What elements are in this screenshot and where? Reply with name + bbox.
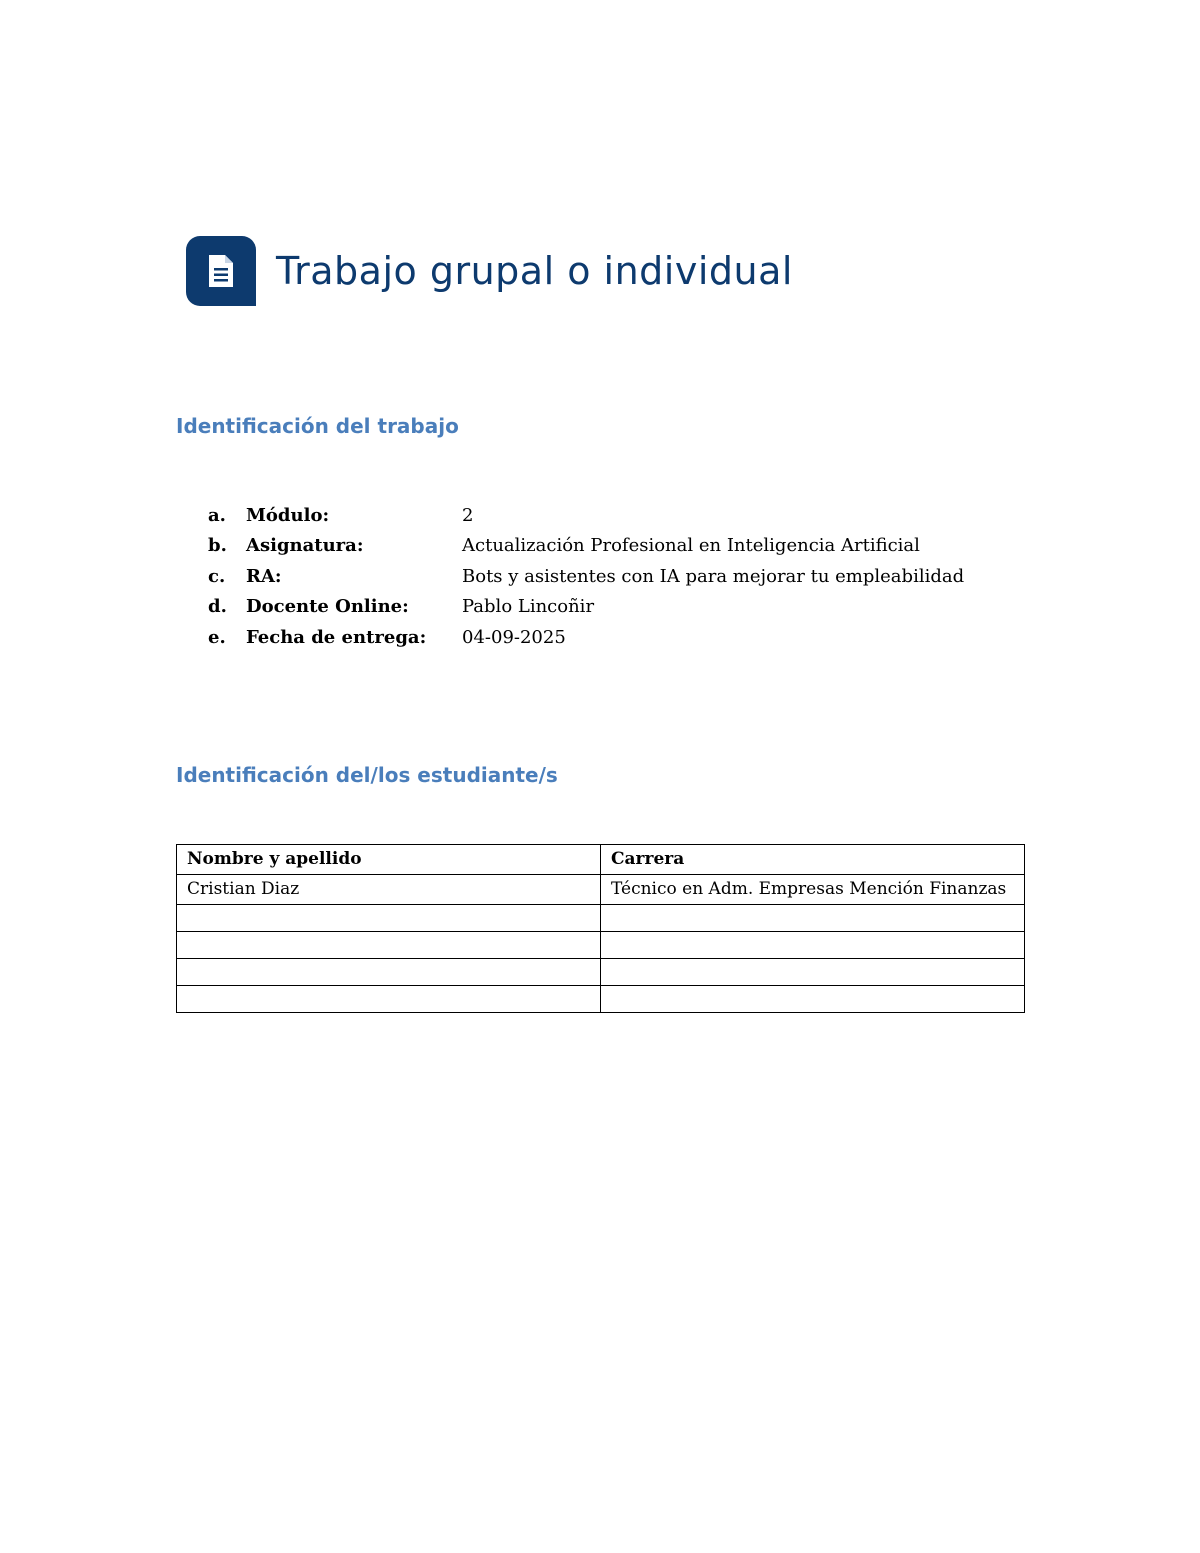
section-heading-trabajo: Identificación del trabajo (176, 414, 459, 438)
list-marker: c. (208, 565, 226, 587)
list-marker: b. (208, 535, 227, 557)
info-value: 04-09-2025 (462, 626, 566, 648)
info-item-asignatura (208, 531, 964, 562)
page-title: Trabajo grupal o individual (276, 249, 793, 293)
table-row (177, 932, 1025, 959)
info-value: Bots y asistentes con IA para mejorar tu empleabilidad (462, 565, 965, 587)
table-row (177, 875, 1025, 905)
info-item-docente (208, 592, 964, 623)
info-label: Fecha de entrega: (246, 626, 427, 648)
info-label: Docente Online: (246, 596, 409, 618)
table-cell-carrera (601, 959, 1025, 986)
info-label: RA: (246, 565, 282, 587)
table-cell-nombre: Cristian Diaz (177, 875, 601, 905)
table-row (177, 986, 1025, 1013)
document-header (186, 236, 793, 306)
info-value: Pablo Lincoñir (462, 596, 595, 618)
students-table (176, 844, 1025, 1013)
table-cell-carrera: Técnico en Adm. Empresas Mención Finanzas (601, 875, 1025, 905)
list-marker: a. (208, 504, 226, 526)
table-cell-carrera (601, 905, 1025, 932)
column-header-nombre: Nombre y apellido (177, 845, 601, 875)
table-cell-nombre (177, 959, 601, 986)
table-header-row (177, 845, 1025, 875)
info-value: Actualización Profesional en Inteligencia Artificial (462, 535, 920, 557)
info-item-modulo (208, 500, 964, 531)
table-cell-carrera (601, 986, 1025, 1013)
table-cell-nombre (177, 905, 601, 932)
info-item-ra (208, 561, 964, 592)
list-marker: d. (208, 596, 227, 618)
column-header-carrera: Carrera (601, 845, 1025, 875)
work-info-list (208, 500, 964, 653)
info-label: Módulo: (246, 504, 330, 526)
table-cell-nombre (177, 986, 601, 1013)
info-item-fecha (208, 622, 964, 653)
document-icon (186, 236, 256, 306)
info-label: Asignatura: (246, 535, 364, 557)
table-cell-nombre (177, 932, 601, 959)
table-row (177, 905, 1025, 932)
section-heading-estudiantes: Identificación del/los estudiante/s (176, 763, 558, 787)
table-row (177, 959, 1025, 986)
list-marker: e. (208, 626, 226, 648)
info-value: 2 (462, 504, 474, 526)
table-cell-carrera (601, 932, 1025, 959)
